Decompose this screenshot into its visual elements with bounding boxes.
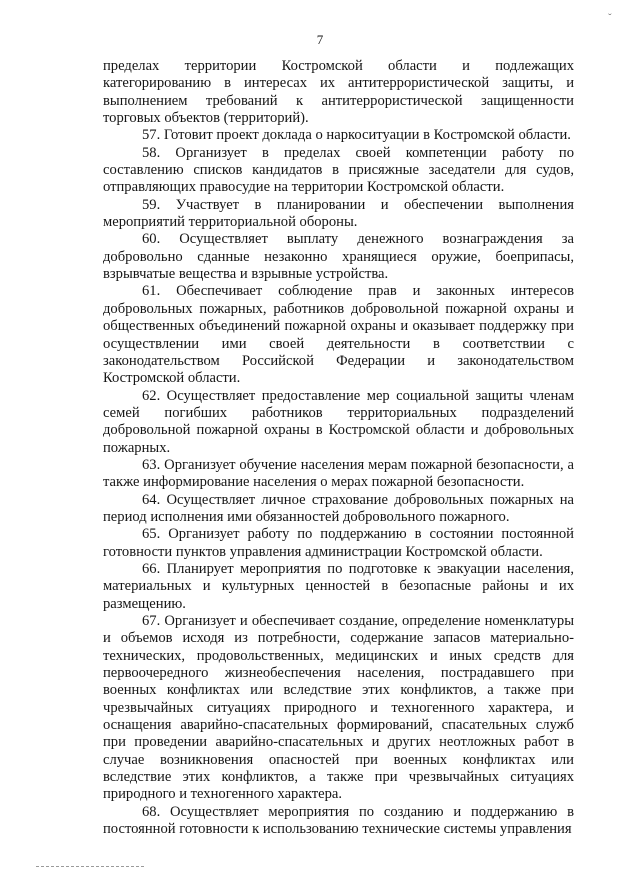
paragraph-continuation: пределах территории Костромской области и подлежащих категорированию в интересах их антитеррористической защиты, и выполнением требований к антитеррористической защищенности торговых объектов (территорий). bbox=[103, 58, 574, 127]
paragraph-57: 57. Готовит проект доклада о наркоситуации в Костромской области. bbox=[142, 127, 571, 144]
paragraph-63: 63. Организует обучение населения мерам пожарной безопасности, а также информирование населения о мерах пожарной безопасности. bbox=[103, 456, 574, 491]
document-body bbox=[103, 58, 574, 838]
paragraph-62: 62. Осуществляет предоставление мер социальной защиты членам семей погибших работников территориальных подразделений добровольной пожарной охраны в Костромской области и добровольных пожарных. bbox=[103, 387, 574, 456]
paragraph-58: 58. Организует в пределах своей компетенции работу по составлению списков кандидатов в присяжные заседатели для судов, отправляющих правосудие на территории Костромской области. bbox=[103, 144, 574, 196]
footer-rule bbox=[36, 866, 144, 867]
paragraph-61: 61. Обеспечивает соблюдение прав и законных интересов добровольных пожарных, работников добровольной пожарной охраны и общественных объединений пожарной охраны и оказывает поддержку при осуществлении ими своей деятельности в соответствии с законодательством Российской Федерации и законодательством Костромской области. bbox=[103, 283, 574, 387]
paragraph-59: 59. Участвует в планировании и обеспечении выполнения мероприятий территориальной обороны. bbox=[103, 196, 574, 231]
paragraph-65: 65. Организует работу по поддержанию в состоянии постоянной готовности пунктов управления администрации Костромской области. bbox=[103, 526, 574, 560]
paragraph-67: 67. Организует и обеспечивает создание, определение номенклатуры и объемов исходя из потребности, содержание запасов материально-технических, продовольственных, медицинских и иных средств для первоочередного жизнеобеспечения населения, пострадавшего при военных конфликтах или вследствие этих конфликтов, а также при чрезвычайных ситуациях природного и техногенного характера, и оснащения аварийно-спасательных формирований, спасательных служб при проведении аварийно-спасательных и других неотложных работ в случае возникновения опасностей при военных конфликтах или вследствие этих конфликтов, а также при чрезвычайных ситуациях природного и техногенного характера. bbox=[103, 613, 574, 803]
page-number: 7 bbox=[316, 32, 324, 47]
paragraph-68: 68. Осуществляет мероприятия по созданию и поддержанию в постоянной готовности к использованию технические системы управления bbox=[103, 803, 574, 838]
paragraph-64: 64. Осуществляет личное страхование добровольных пожарных на период исполнения ими обязанностей добровольного пожарного. bbox=[103, 491, 574, 525]
paragraph-60: 60. Осуществляет выплату денежного вознаграждения за добровольно сданные незаконно хранящиеся оружие, боеприпасы, взрывчатые вещества и взрывные устройства. bbox=[103, 231, 574, 283]
corner-mark: ˇ bbox=[608, 12, 612, 24]
paragraph-66: 66. Планирует мероприятия по подготовке к эвакуации населения, материальных и культурных ценностей в безопасные районы и их размещению. bbox=[103, 560, 574, 612]
